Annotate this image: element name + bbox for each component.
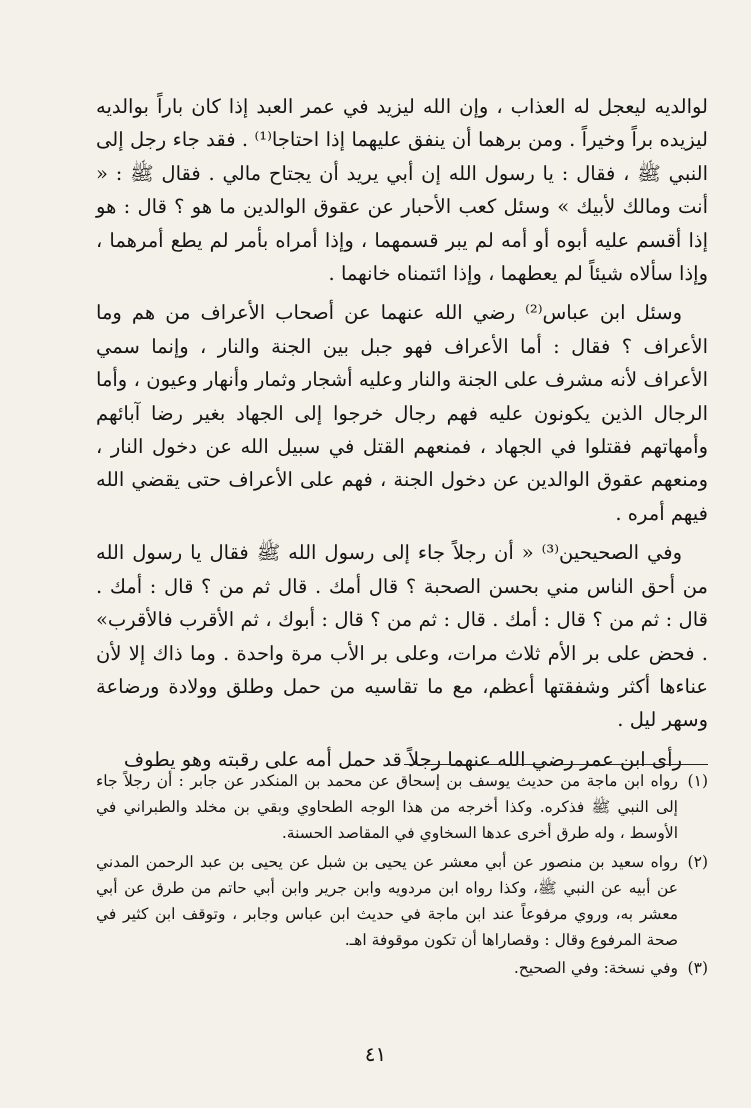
footnote-text: رواه سعيد بن منصور عن أبي معشر عن يحيى بن شبل عن يحيى بن عبد الرحمن المدني عن أبيه عن النبي ﷺ، وكذا رواه ابن مردويه وابن جرير وابن أبي حاتم من طرق عن أبي معشر به، وروي مرفوعاً عند ابن ماجة في حديث ابن عباس وجابر ، وتوقف ابن كثير في صحة المرفوع وقال : وقصاراها أن تكون موقوفة اهـ.	[96, 852, 678, 950]
footnote-number: (١)	[687, 772, 708, 790]
footnote-1	[96, 768, 708, 847]
footnote-separator	[404, 764, 708, 765]
footnote-text: رواه ابن ماجة من حديث يوسف بن إسحاق عن محمد بن المنكدر عن جابر : أن رجلاً جاء إلى النبي ﷺ فذكره. وكذا أخرجه من هذا الوجه الطحاوي وبقي بن مخلد والطبراني في الأوسط ، وله طرق أخرى عدها السخاوي في المقاصد الحسنة.	[96, 772, 678, 843]
paragraph-3: وفي الصحيحين⁽³⁾ « أن رجلاً جاء إلى رسول الله ﷺ فقال يا رسول الله من أحق الناس مني بحسن الصحبة ؟ قال أمك . قال ثم من ؟ قال : أمك . قال : ثم من ؟ قال : أمك . قال : ثم من ؟ قال : أبوك ، ثم الأقرب فالأقرب» . فحض على بر الأم ثلاث مرات، وعلى بر الأب مرة واحدة . وما ذاك إلا لأن عناءها أكثر وشفقتها أعظم، مع ما تقاسيه من حمل وطلق وولادة ورضاعة وسهر ليل .	[96, 541, 708, 732]
footnote-text: وفي نسخة: وفي الصحيح.	[513, 959, 678, 978]
paragraph-2: وسئل ابن عباس⁽²⁾ رضي الله عنهما عن أصحاب الأعراف من هم وما الأعراف ؟ فقال : أما الأعراف فهو جبل بين الجنة والنار ، وإنما سمي الأعراف لأنه مشرف على الجنة والنار وعليه أشجار وثمار وأنهار وعيون ، وأما الرجال الذين يكونون عليه فهم رجال خرجوا إلى الجهاد بغير رضا آبائهم وأمهاتهم فقتلوا في الجهاد ، فمنعهم القتل في سبيل الله عن دخول النار ، ومنعهم عقوق الوالدين عن دخول الجنة ، فهم على الأعراف حتى يقضي الله فيهم أمره .	[96, 301, 708, 525]
footnote-3	[96, 955, 708, 981]
paragraph-4: رأى ابن عمر رضي الله عنهما رجلاً قد حمل أمه على رقبته وهو يطوف	[123, 747, 682, 771]
main-text	[96, 90, 708, 782]
footnote-number: (٢)	[687, 852, 708, 871]
paragraph-1: لوالديه ليعجل له العذاب ، وإن الله ليزيد في عمر العبد إذا كان باراً بوالديه ليزيده براً وخيراً . ومن برهما أن ينفق عليهما إذا احتاجا⁽¹⁾ . فقد جاء رجل إلى النبي ﷺ ، فقال : يا رسول الله إن أبي يريد أن يجتاح مالي . فقال ﷺ : « أنت ومالك لأبيك » وسئل كعب الأحبار عن عقوق الوالدين ما هو ؟ قال : هو إذا أقسم عليه أبوه أو أمه لم يبر قسمهما ، وإذا أمراه بأمر لم يطع أمرهما ، وإذا سألاه شيئاً لم يعطهما ، وإذا ائتمناه خانهما .	[96, 95, 708, 286]
page-number: ٤١	[364, 1042, 387, 1066]
footnotes	[96, 768, 708, 984]
footnote-number: (٣)	[687, 959, 708, 978]
footnote-2	[96, 849, 708, 954]
